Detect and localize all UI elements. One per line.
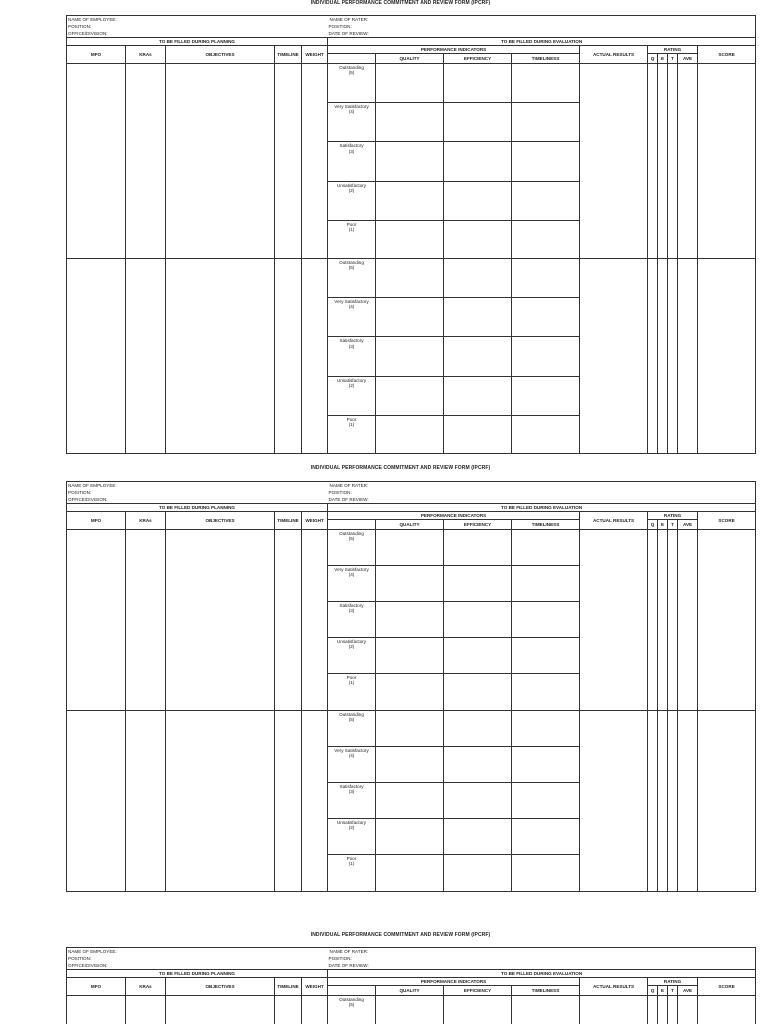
score-header: SCORE xyxy=(698,512,756,530)
efficiency-cell[interactable] xyxy=(444,259,512,298)
performance-indicators-header: PERFORMANCE INDICATORS xyxy=(328,512,580,520)
ave-rating-cell[interactable] xyxy=(678,996,698,1024)
efficiency-cell[interactable] xyxy=(444,674,512,711)
score-cell[interactable] xyxy=(698,530,756,711)
e-header: E xyxy=(658,520,668,530)
quality-cell[interactable] xyxy=(376,602,444,638)
quality-cell[interactable] xyxy=(376,376,444,415)
mfo-header: MFO xyxy=(67,978,126,996)
actual-results-cell[interactable] xyxy=(580,64,648,259)
mfo-cell[interactable] xyxy=(67,711,126,892)
objectives-header: OBJECTIVES xyxy=(166,978,275,996)
timeliness-cell[interactable] xyxy=(512,220,580,258)
mfo-cell[interactable] xyxy=(67,259,126,454)
ave-header: AVE xyxy=(678,520,698,530)
ave-header: AVE xyxy=(678,986,698,996)
evaluation-header: TO BE FILLED DURING EVALUATION xyxy=(328,504,756,512)
quality-cell[interactable] xyxy=(376,298,444,337)
efficiency-cell[interactable] xyxy=(444,298,512,337)
office-division-label: OFFICE/DIVISION: xyxy=(67,962,328,970)
weight-header: WEIGHT xyxy=(302,46,328,64)
efficiency-header: EFFICIENCY xyxy=(444,54,512,64)
performance-indicators-header: PERFORMANCE INDICATORS xyxy=(328,46,580,54)
quality-cell[interactable] xyxy=(376,259,444,298)
score-header: SCORE xyxy=(698,978,756,996)
quality-cell[interactable] xyxy=(376,530,444,566)
q-rating-cell[interactable] xyxy=(648,259,658,454)
efficiency-cell[interactable] xyxy=(444,376,512,415)
q-rating-cell[interactable] xyxy=(648,711,658,892)
score-cell[interactable] xyxy=(698,259,756,454)
objectives-cell[interactable] xyxy=(166,64,275,259)
level-unsatisfactory: Unsatisfactory (2) xyxy=(328,181,376,220)
quality-header: QUALITY xyxy=(376,986,444,996)
objectives-cell[interactable] xyxy=(166,259,275,454)
kras-cell[interactable] xyxy=(126,996,166,1024)
timeliness-cell[interactable] xyxy=(512,530,580,566)
quality-cell[interactable] xyxy=(376,337,444,376)
mfo-header: MFO xyxy=(67,512,126,530)
timeliness-cell[interactable] xyxy=(512,298,580,337)
efficiency-cell[interactable] xyxy=(444,220,512,258)
objectives-cell[interactable] xyxy=(166,530,275,711)
q-rating-cell[interactable] xyxy=(648,996,658,1024)
level-unsatisfactory: Unsatisfactory (2) xyxy=(328,376,376,415)
weight-cell[interactable] xyxy=(302,530,328,711)
quality-cell[interactable] xyxy=(376,747,444,783)
kras-cell[interactable] xyxy=(126,259,166,454)
quality-cell[interactable] xyxy=(376,638,444,674)
weight-cell[interactable] xyxy=(302,259,328,454)
rater-name-label: NAME OF RATER: xyxy=(328,16,756,24)
level-very-satisfactory: Very Satisfactory (4) xyxy=(328,747,376,783)
employee-name-label: NAME OF EMPLOYEE: xyxy=(67,16,328,24)
evaluation-header: TO BE FILLED DURING EVALUATION xyxy=(328,38,756,46)
rater-position-label: POSITION: xyxy=(328,489,756,496)
timeline-cell[interactable] xyxy=(275,259,302,454)
t-rating-cell[interactable] xyxy=(668,996,678,1024)
timeliness-cell[interactable] xyxy=(512,376,580,415)
efficiency-cell[interactable] xyxy=(444,530,512,566)
efficiency-cell[interactable] xyxy=(444,64,512,103)
level-poor: Poor (1) xyxy=(328,220,376,258)
rater-position-label: POSITION: xyxy=(328,955,756,962)
timeliness-cell[interactable] xyxy=(512,783,580,819)
weight-cell[interactable] xyxy=(302,64,328,259)
actual-results-header: ACTUAL RESULTS xyxy=(580,978,648,996)
review-date-label: DATE OF REVIEW: xyxy=(328,30,756,38)
q-rating-cell[interactable] xyxy=(648,530,658,711)
form-title: INDIVIDUAL PERFORMANCE COMMITMENT AND REVIEW FORM (IPCRF) xyxy=(310,932,491,938)
timeliness-cell[interactable] xyxy=(512,996,580,1024)
timeline-cell[interactable] xyxy=(275,530,302,711)
timeliness-cell[interactable] xyxy=(512,259,580,298)
level-unsatisfactory: Unsatisfactory (2) xyxy=(328,819,376,855)
mfo-cell[interactable] xyxy=(67,530,126,711)
level-outstanding: Outstanding (5) xyxy=(328,996,376,1024)
timeliness-header: TIMELINESS xyxy=(512,520,580,530)
level-satisfactory: Satisfactory (3) xyxy=(328,602,376,638)
objectives-header: OBJECTIVES xyxy=(166,46,275,64)
quality-cell[interactable] xyxy=(376,415,444,453)
performance-indicators-header: PERFORMANCE INDICATORS xyxy=(328,978,580,986)
timeliness-cell[interactable] xyxy=(512,602,580,638)
timeliness-header: TIMELINESS xyxy=(512,986,580,996)
objectives-cell[interactable] xyxy=(166,711,275,892)
rating-header: RATING xyxy=(648,512,698,520)
level-unsatisfactory: Unsatisfactory (2) xyxy=(328,638,376,674)
t-rating-cell[interactable] xyxy=(668,259,678,454)
quality-cell[interactable] xyxy=(376,103,444,142)
quality-cell[interactable] xyxy=(376,674,444,711)
efficiency-cell[interactable] xyxy=(444,783,512,819)
actual-results-header: ACTUAL RESULTS xyxy=(580,46,648,64)
level-very-satisfactory: Very Satisfactory (4) xyxy=(328,103,376,142)
timeliness-cell[interactable] xyxy=(512,711,580,747)
ipcrf-form-1 xyxy=(66,15,756,454)
kras-header: KRAs xyxy=(126,512,166,530)
e-rating-cell[interactable] xyxy=(658,711,668,892)
t-header: T xyxy=(668,986,678,996)
rating-header: RATING xyxy=(648,978,698,986)
weight-header: WEIGHT xyxy=(302,512,328,530)
e-header: E xyxy=(658,54,668,64)
employee-position-label: POSITION: xyxy=(67,23,328,30)
planning-header: TO BE FILLED DURING PLANNING xyxy=(67,504,328,512)
ave-rating-cell[interactable] xyxy=(678,259,698,454)
level-header xyxy=(328,520,376,530)
actual-results-cell[interactable] xyxy=(580,530,648,711)
quality-cell[interactable] xyxy=(376,220,444,258)
efficiency-cell[interactable] xyxy=(444,855,512,892)
quality-header: QUALITY xyxy=(376,520,444,530)
q-header: Q xyxy=(648,986,658,996)
level-very-satisfactory: Very Satisfactory (4) xyxy=(328,298,376,337)
efficiency-cell[interactable] xyxy=(444,747,512,783)
level-poor: Poor (1) xyxy=(328,674,376,711)
level-poor: Poor (1) xyxy=(328,415,376,453)
timeline-cell[interactable] xyxy=(275,996,302,1024)
rating-header: RATING xyxy=(648,46,698,54)
actual-results-header: ACTUAL RESULTS xyxy=(580,512,648,530)
kras-cell[interactable] xyxy=(126,530,166,711)
q-rating-cell[interactable] xyxy=(648,64,658,259)
weight-cell[interactable] xyxy=(302,996,328,1024)
e-header: E xyxy=(658,986,668,996)
timeliness-cell[interactable] xyxy=(512,855,580,892)
timeliness-cell[interactable] xyxy=(512,64,580,103)
rater-position-label: POSITION: xyxy=(328,23,756,30)
employee-position-label: POSITION: xyxy=(67,489,328,496)
weight-header: WEIGHT xyxy=(302,978,328,996)
t-rating-cell[interactable] xyxy=(668,711,678,892)
efficiency-cell[interactable] xyxy=(444,711,512,747)
kras-header: KRAs xyxy=(126,978,166,996)
t-rating-cell[interactable] xyxy=(668,530,678,711)
score-cell[interactable] xyxy=(698,996,756,1024)
ipcrf-form-3 xyxy=(66,947,756,1024)
level-satisfactory: Satisfactory (3) xyxy=(328,783,376,819)
level-poor: Poor (1) xyxy=(328,855,376,892)
review-date-label: DATE OF REVIEW: xyxy=(328,962,756,970)
timeline-cell[interactable] xyxy=(275,711,302,892)
quality-cell[interactable] xyxy=(376,142,444,181)
mfo-cell[interactable] xyxy=(67,64,126,259)
quality-cell[interactable] xyxy=(376,181,444,220)
kras-header: KRAs xyxy=(126,46,166,64)
timeline-header: TIMELINE xyxy=(275,978,302,996)
timeliness-cell[interactable] xyxy=(512,747,580,783)
ave-rating-cell[interactable] xyxy=(678,711,698,892)
form-title: INDIVIDUAL PERFORMANCE COMMITMENT AND REVIEW FORM (IPCRF) xyxy=(310,465,491,471)
quality-cell[interactable] xyxy=(376,783,444,819)
weight-cell[interactable] xyxy=(302,711,328,892)
efficiency-cell[interactable] xyxy=(444,819,512,855)
kras-cell[interactable] xyxy=(126,64,166,259)
t-header: T xyxy=(668,520,678,530)
level-outstanding: Outstanding (5) xyxy=(328,530,376,566)
quality-cell[interactable] xyxy=(376,64,444,103)
rater-name-label: NAME OF RATER: xyxy=(328,482,756,490)
efficiency-cell[interactable] xyxy=(444,337,512,376)
planning-header: TO BE FILLED DURING PLANNING xyxy=(67,38,328,46)
quality-cell[interactable] xyxy=(376,566,444,602)
mfo-cell[interactable] xyxy=(67,996,126,1024)
objectives-header: OBJECTIVES xyxy=(166,512,275,530)
efficiency-cell[interactable] xyxy=(444,103,512,142)
efficiency-cell[interactable] xyxy=(444,142,512,181)
timeliness-cell[interactable] xyxy=(512,337,580,376)
level-outstanding: Outstanding (5) xyxy=(328,64,376,103)
level-satisfactory: Satisfactory (3) xyxy=(328,337,376,376)
level-header xyxy=(328,986,376,996)
timeliness-cell[interactable] xyxy=(512,638,580,674)
office-division-label: OFFICE/DIVISION: xyxy=(67,496,328,504)
ipcrf-form-3-clip xyxy=(0,947,768,1024)
ave-rating-cell[interactable] xyxy=(678,64,698,259)
t-rating-cell[interactable] xyxy=(668,64,678,259)
quality-cell[interactable] xyxy=(376,711,444,747)
efficiency-cell[interactable] xyxy=(444,638,512,674)
level-very-satisfactory: Very Satisfactory (4) xyxy=(328,566,376,602)
ave-header: AVE xyxy=(678,54,698,64)
q-header: Q xyxy=(648,520,658,530)
efficiency-cell[interactable] xyxy=(444,996,512,1024)
q-header: Q xyxy=(648,54,658,64)
employee-name-label: NAME OF EMPLOYEE: xyxy=(67,948,328,956)
timeline-header: TIMELINE xyxy=(275,46,302,64)
e-rating-cell[interactable] xyxy=(658,64,668,259)
level-header xyxy=(328,54,376,64)
efficiency-cell[interactable] xyxy=(444,566,512,602)
actual-results-cell[interactable] xyxy=(580,259,648,454)
employee-position-label: POSITION: xyxy=(67,955,328,962)
efficiency-header: EFFICIENCY xyxy=(444,520,512,530)
efficiency-header: EFFICIENCY xyxy=(444,986,512,996)
ipcrf-form-2 xyxy=(66,481,756,892)
level-outstanding: Outstanding (5) xyxy=(328,259,376,298)
timeliness-cell[interactable] xyxy=(512,415,580,453)
office-division-label: OFFICE/DIVISION: xyxy=(67,30,328,38)
planning-header: TO BE FILLED DURING PLANNING xyxy=(67,970,328,978)
quality-cell[interactable] xyxy=(376,819,444,855)
rater-name-label: NAME OF RATER: xyxy=(328,948,756,956)
employee-name-label: NAME OF EMPLOYEE: xyxy=(67,482,328,490)
timeliness-cell[interactable] xyxy=(512,674,580,711)
quality-cell[interactable] xyxy=(376,855,444,892)
e-rating-cell[interactable] xyxy=(658,996,668,1024)
score-cell[interactable] xyxy=(698,64,756,259)
kras-cell[interactable] xyxy=(126,711,166,892)
objectives-cell[interactable] xyxy=(166,996,275,1024)
actual-results-cell[interactable] xyxy=(580,711,648,892)
e-rating-cell[interactable] xyxy=(658,259,668,454)
e-rating-cell[interactable] xyxy=(658,530,668,711)
quality-cell[interactable] xyxy=(376,996,444,1024)
timeline-header: TIMELINE xyxy=(275,512,302,530)
score-header: SCORE xyxy=(698,46,756,64)
timeliness-cell[interactable] xyxy=(512,181,580,220)
timeliness-cell[interactable] xyxy=(512,103,580,142)
mfo-header: MFO xyxy=(67,46,126,64)
review-date-label: DATE OF REVIEW: xyxy=(328,496,756,504)
level-satisfactory: Satisfactory (3) xyxy=(328,142,376,181)
level-outstanding: Outstanding (5) xyxy=(328,711,376,747)
timeline-cell[interactable] xyxy=(275,64,302,259)
efficiency-cell[interactable] xyxy=(444,602,512,638)
quality-header: QUALITY xyxy=(376,54,444,64)
timeliness-cell[interactable] xyxy=(512,142,580,181)
form-title: INDIVIDUAL PERFORMANCE COMMITMENT AND REVIEW FORM (IPCRF) xyxy=(310,0,491,6)
efficiency-cell[interactable] xyxy=(444,181,512,220)
timeliness-cell[interactable] xyxy=(512,819,580,855)
score-cell[interactable] xyxy=(698,711,756,892)
evaluation-header: TO BE FILLED DURING EVALUATION xyxy=(328,970,756,978)
ave-rating-cell[interactable] xyxy=(678,530,698,711)
efficiency-cell[interactable] xyxy=(444,415,512,453)
timeliness-cell[interactable] xyxy=(512,566,580,602)
timeliness-header: TIMELINESS xyxy=(512,54,580,64)
actual-results-cell[interactable] xyxy=(580,996,648,1024)
t-header: T xyxy=(668,54,678,64)
